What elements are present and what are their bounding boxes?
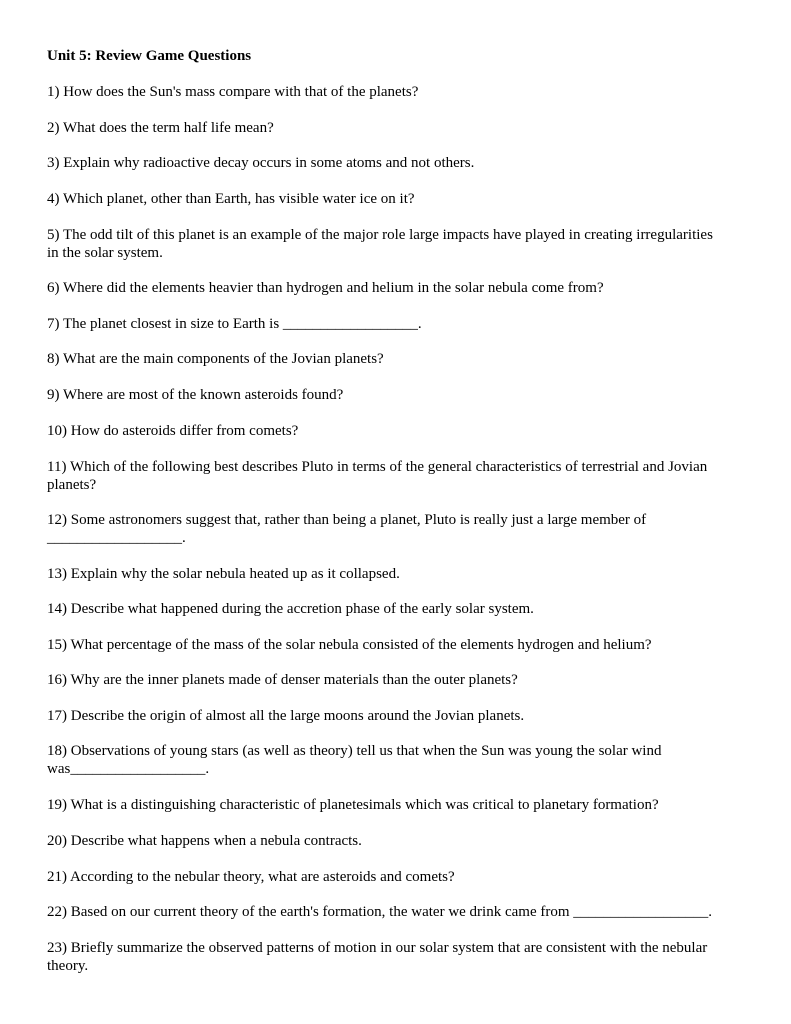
- question-text: in the solar system.: [47, 245, 163, 261]
- question-text: Explain why the solar nebula heated up as it collapsed.: [70, 566, 400, 582]
- question-number: 16): [47, 672, 67, 688]
- question-item: [47, 742, 747, 778]
- question-number: 18): [47, 743, 67, 759]
- question-item: [47, 279, 747, 297]
- question-text: Where did the elements heavier than hydrogen and helium in the solar nebula come from?: [62, 280, 604, 296]
- question-number: 22): [47, 904, 67, 920]
- question-text: Describe what happened during the accretion phase of the early solar system.: [70, 601, 534, 617]
- question-item: [47, 315, 747, 333]
- question-item: [47, 671, 747, 689]
- question-item: [47, 190, 747, 208]
- question-number: 2): [47, 120, 60, 136]
- question-item: [47, 636, 747, 654]
- question-item: [47, 226, 747, 262]
- question-text: __________________.: [47, 530, 186, 546]
- question-number: 9): [47, 387, 60, 403]
- question-text: What are the main components of the Jovian planets?: [62, 351, 384, 367]
- question-item: [47, 832, 747, 850]
- question-text: How does the Sun's mass compare with that of the planets?: [63, 84, 419, 100]
- question-text: Which of the following best describes Pluto in terms of the general characteristics of terrestrial and Jovian: [69, 459, 708, 475]
- question-text: The planet closest in size to Earth is __________________.: [62, 316, 422, 332]
- question-number: 13): [47, 566, 67, 582]
- question-number: 1): [47, 84, 60, 100]
- question-number: 6): [47, 280, 60, 296]
- question-text: Describe what happens when a nebula contracts.: [70, 833, 362, 849]
- question-number: 14): [47, 601, 67, 617]
- question-text: planets?: [47, 477, 97, 493]
- question-item: [47, 868, 747, 886]
- question-item: [47, 83, 747, 101]
- question-item: [47, 350, 747, 368]
- question-number: 17): [47, 708, 67, 724]
- question-number: 8): [47, 351, 60, 367]
- question-item: [47, 511, 747, 547]
- question-number: 21): [47, 869, 67, 885]
- question-item: [47, 119, 747, 137]
- question-number: 12): [47, 512, 67, 528]
- question-item: [47, 154, 747, 172]
- question-number: 11): [47, 459, 67, 475]
- question-text: Which planet, other than Earth, has visible water ice on it?: [62, 191, 415, 207]
- question-text: What is a distinguishing characteristic of planetesimals which was critical to planetary formation?: [70, 797, 659, 813]
- question-item: [47, 796, 747, 814]
- question-text: What percentage of the mass of the solar nebula consisted of the elements hydrogen and helium?: [70, 637, 652, 653]
- question-number: 10): [47, 423, 67, 439]
- question-item: [47, 386, 747, 404]
- question-item: [47, 939, 747, 975]
- document-title: Unit 5: Review Game Questions: [47, 48, 252, 64]
- question-number: 7): [47, 316, 60, 332]
- question-text: Why are the inner planets made of denser materials than the outer planets?: [70, 672, 518, 688]
- question-number: 23): [47, 940, 67, 956]
- question-text: was__________________.: [47, 761, 210, 777]
- question-text: Briefly summarize the observed patterns of motion in our solar system that are consistent with the nebular: [70, 940, 708, 956]
- question-item: [47, 422, 747, 440]
- question-text: What does the term half life mean?: [62, 120, 274, 136]
- question-text: According to the nebular theory, what are asteroids and comets?: [69, 869, 455, 885]
- question-text: Observations of young stars (as well as theory) tell us that when the Sun was young the solar wind: [70, 743, 662, 759]
- question-number: 5): [47, 227, 60, 243]
- question-number: 3): [47, 155, 60, 171]
- question-text: Based on our current theory of the earth's formation, the water we drink came from __________________.: [70, 904, 713, 920]
- question-item: [47, 565, 747, 583]
- question-number: 20): [47, 833, 67, 849]
- question-text: Some astronomers suggest that, rather than being a planet, Pluto is really just a large member of: [70, 512, 647, 528]
- question-text: Where are most of the known asteroids found?: [62, 387, 344, 403]
- question-item: [47, 707, 747, 725]
- question-number: 15): [47, 637, 67, 653]
- question-text: theory.: [47, 958, 89, 974]
- question-item: [47, 903, 747, 921]
- question-number: 19): [47, 797, 67, 813]
- question-item: [47, 600, 747, 618]
- question-text: Explain why radioactive decay occurs in some atoms and not others.: [63, 155, 475, 171]
- question-item: [47, 458, 747, 494]
- question-text: Describe the origin of almost all the large moons around the Jovian planets.: [70, 708, 525, 724]
- question-text: How do asteroids differ from comets?: [70, 423, 299, 439]
- question-text: The odd tilt of this planet is an example of the major role large impacts have played in creating irregularities: [62, 227, 713, 243]
- question-number: 4): [47, 191, 60, 207]
